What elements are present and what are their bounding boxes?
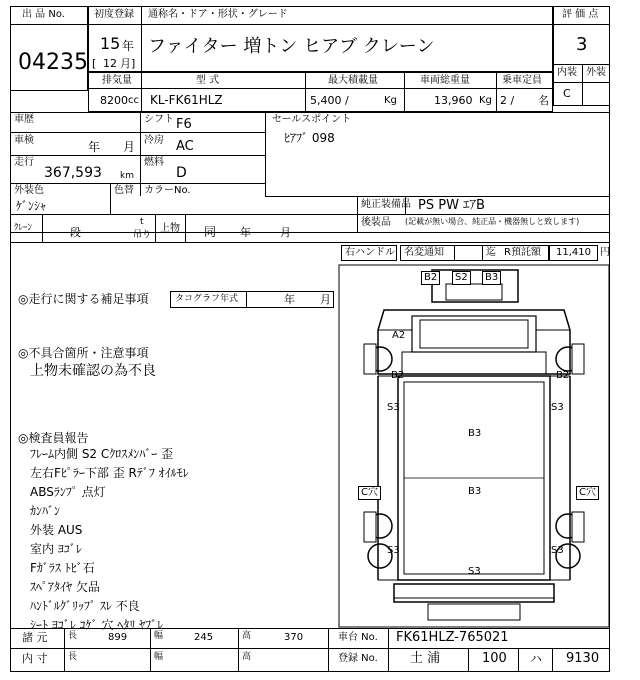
first-reg-label: 初度登録 <box>94 9 134 20</box>
report-line: ｶﾝﾊﾞﾝ <box>30 504 61 518</box>
right-handle-label: 右ハンドル <box>345 247 395 258</box>
r-deposit-value: 11,410 <box>556 247 591 258</box>
report-line: ｼｰﾄ ﾖｺﾞﾚ ｺｹﾞ 穴 ﾍﾀﾘ ﾔﾌﾞﾚ <box>30 618 164 632</box>
reg-month-open: [ <box>92 57 97 70</box>
lot-label: 出 品 No. <box>22 9 65 20</box>
sales-point-value: ﾋｱﾌﾞ 098 <box>284 131 335 145</box>
crane-label: ｸﾚｰﾝ <box>14 223 33 233</box>
exterior-label: 外装 <box>586 67 606 78</box>
registration-label: 登録 No. <box>338 653 378 664</box>
height-value: 370 <box>284 632 304 643</box>
chassis-label: 車台 No. <box>338 632 378 643</box>
inspection-year-unit: 年 <box>88 140 101 154</box>
tachograph-label: タコグラフ年式 <box>175 294 239 304</box>
inspection-month-unit: 月 <box>123 140 136 154</box>
height-mark: 高 <box>242 631 252 641</box>
mark-s3-right: S3 <box>551 402 564 413</box>
exterior-color-label: 外装色 <box>14 185 44 196</box>
report-line: ｽﾍﾟｱﾀｲﾔ 欠品 <box>30 580 100 594</box>
mark-a2: A2 <box>392 330 406 341</box>
mark-c-hole-right: C穴 <box>576 486 599 500</box>
capacity-unit: 名 <box>538 94 549 107</box>
model-code: KL-FK61HLZ <box>150 93 223 107</box>
chassis-number: FK61HLZ-765021 <box>396 630 509 645</box>
color-code-label: カラーNo. <box>144 185 191 196</box>
r-deposit-label: R預託額 <box>504 247 541 258</box>
mark-s3-bottom-left: S3 <box>387 545 400 556</box>
fuel-label: 燃料 <box>144 157 164 168</box>
sales-point-label: セールスポイント <box>272 114 352 125</box>
deadline-label: 迄 <box>486 247 496 258</box>
model-label: 型 式 <box>196 75 220 86</box>
mark-b2-left: B2 <box>391 370 405 381</box>
aftermarket-label: 後装品 <box>361 217 391 228</box>
genuine-equipment: PS PW ｴｱB <box>418 198 485 213</box>
mileage-value: 367,593 <box>44 165 102 181</box>
mark-b3-center-bottom: B3 <box>468 486 482 497</box>
mark-s3-rear: S3 <box>468 566 481 577</box>
displacement-value: 8200 <box>100 94 128 107</box>
report-line: 外装 AUS <box>30 523 83 537</box>
interior-dims-label: 内 寸 <box>22 652 48 665</box>
interior-width-mark: 幅 <box>154 652 164 662</box>
tachograph-year-unit: 年 <box>284 293 295 306</box>
dims-label: 諸 元 <box>22 631 48 644</box>
genuine-label: 純正装備品 <box>361 199 411 210</box>
report-line: 左右Fﾋﾟﾗｰ下部 歪 Rﾃﾞﾌ ｵｲﾙﾓﾚ <box>30 466 189 480</box>
displacement-unit: cc <box>128 95 139 106</box>
defect-1: 上物未確認の為不良 <box>30 363 156 379</box>
interior-height-mark: 高 <box>242 652 252 662</box>
report-line: 室内 ﾖｺﾞﾚ <box>30 542 82 556</box>
driving-notes-label: ◎走行に関する補足事項 <box>18 292 149 306</box>
reg-year: 15 <box>100 34 121 53</box>
inspection-label: 車検 <box>14 135 34 146</box>
gross-weight-value: 13,960 <box>434 94 473 107</box>
interior-length-mark: 長 <box>68 652 78 662</box>
reg-month: 12 <box>103 57 117 70</box>
reg-month-unit: 月] <box>120 57 136 70</box>
length-mark: 長 <box>68 631 78 641</box>
footer-box <box>10 628 610 672</box>
length-value: 899 <box>108 632 128 643</box>
reg-region: 土 浦 <box>410 651 441 666</box>
deck-label: 上物 <box>160 223 180 234</box>
gross-weight-label: 車両総重量 <box>420 75 470 86</box>
mark-c-hole-left: C穴 <box>358 486 381 500</box>
mark-b3-center-top: B3 <box>468 428 482 439</box>
history-label: 車歴 <box>14 114 34 125</box>
mileage-unit: km <box>120 171 134 181</box>
reg-kana: ハ <box>530 652 543 666</box>
capacity-label: 乗車定員 <box>502 75 542 86</box>
reg-number: 9130 <box>566 651 600 666</box>
interior-grade: C <box>563 87 571 100</box>
deck-month-unit: 月 <box>280 226 291 239</box>
tachograph-month-unit: 月 <box>320 293 331 306</box>
defects-label: ◎不具合箇所・注意事項 <box>18 346 149 360</box>
shift-label: シフト <box>144 114 174 125</box>
mark-s3-bottom-right: S3 <box>551 545 564 556</box>
ac-label: 冷房 <box>144 135 164 146</box>
max-load-unit: Kg <box>384 95 397 106</box>
max-load-value: 5,400 / <box>310 94 349 107</box>
mark-b2-top-left: B2 <box>421 271 440 285</box>
inspector-label: ◎検査員報告 <box>18 431 89 445</box>
report-line: ﾊﾝﾄﾞﾙｸﾞﾘｯﾌﾟ ｽﾚ 不良 <box>30 599 140 613</box>
name-change-label: 名変通知 <box>404 247 444 258</box>
deck-same: 同 <box>204 225 217 239</box>
width-value: 245 <box>194 632 214 643</box>
fuel-value: D <box>176 165 187 181</box>
reg-class: 100 <box>482 651 507 666</box>
score-label: 評 価 点 <box>562 9 599 20</box>
shift-value: F6 <box>176 117 192 132</box>
interior-label: 内装 <box>557 67 577 78</box>
score-value: 3 <box>576 34 588 55</box>
aftermarket-note: (記載が無い場合、純正品・機器無しと致します) <box>405 217 580 226</box>
deck-year-unit: 年 <box>240 226 251 239</box>
color-no-label: 色替 <box>114 185 134 196</box>
ac-value: AC <box>176 139 194 154</box>
mark-s2-top: S2 <box>452 271 471 285</box>
width-mark: 幅 <box>154 631 164 641</box>
mark-b2-right: B2 <box>556 370 570 381</box>
exterior-color-value: ｹﾞﾝｼｬ <box>16 199 47 213</box>
mark-s3-left: S3 <box>387 402 400 413</box>
displacement-label: 排気量 <box>102 75 132 86</box>
reg-year-unit: 年 <box>122 39 135 53</box>
crane-lift: 吊り <box>133 230 152 240</box>
crane-stage: 段 <box>70 226 81 239</box>
report-line: ﾌﾚｰﾑ内側 S2 Cｸﾛｽﾒﾝﾊﾞｰ 歪 <box>30 447 174 461</box>
mileage-label: 走行 <box>14 157 34 168</box>
mark-b3-top-right: B3 <box>482 271 501 285</box>
r-deposit-unit: 円 <box>600 247 610 258</box>
report-line: Fｶﾞﾗｽ ﾄﾋﾞ石 <box>30 561 95 575</box>
gross-weight-unit: Kg <box>479 95 492 106</box>
lot-number: 04235 <box>18 50 88 75</box>
report-line: ABSﾗﾝﾌﾟ 点灯 <box>30 485 106 499</box>
max-load-label: 最大積載量 <box>328 75 378 86</box>
crane-ton: t <box>140 217 144 227</box>
model-header-label: 通称名・ドア・形状・グレード <box>148 9 288 20</box>
capacity-value: 2 / <box>500 94 515 107</box>
vehicle-name: ファイター 増トン ヒアブ クレーン <box>148 36 435 57</box>
